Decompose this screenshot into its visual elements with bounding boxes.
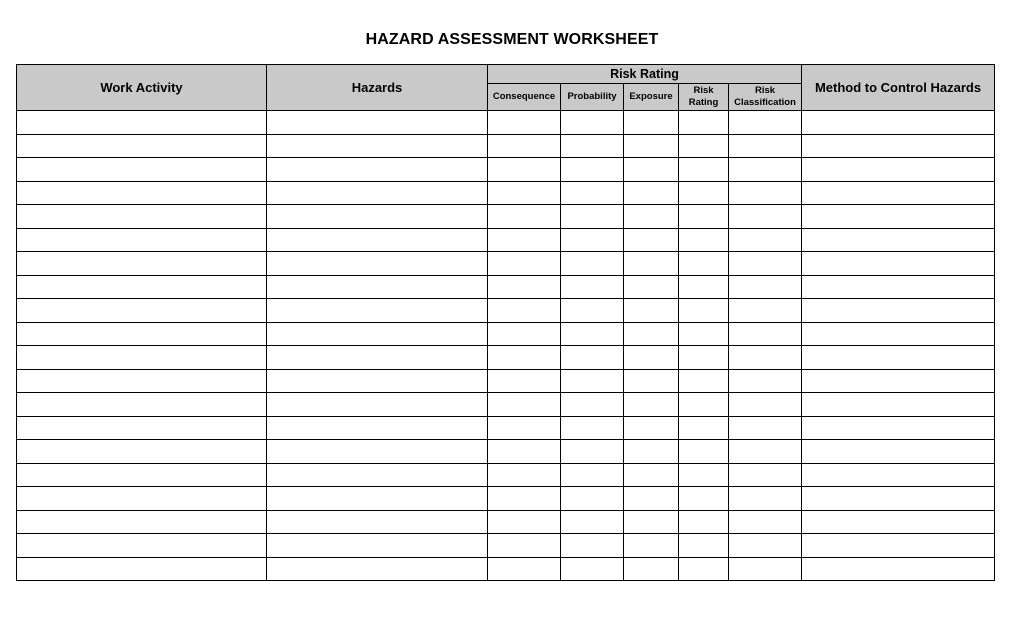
cell-consequence[interactable] [488, 416, 561, 440]
cell-consequence[interactable] [488, 463, 561, 487]
cell-probability[interactable] [561, 299, 624, 323]
cell-work-activity[interactable] [17, 134, 267, 158]
cell-consequence[interactable] [488, 181, 561, 205]
page-title: HAZARD ASSESSMENT WORKSHEET [365, 31, 659, 48]
cell-exposure[interactable] [624, 463, 679, 487]
cell-consequence[interactable] [488, 346, 561, 370]
cell-work-activity[interactable] [17, 228, 267, 252]
cell-consequence[interactable] [488, 134, 561, 158]
cell-hazards[interactable] [267, 346, 488, 370]
header-hazards: Hazards [267, 65, 488, 111]
cell-work-activity[interactable] [17, 181, 267, 205]
cell-work-activity[interactable] [17, 111, 267, 135]
cell-exposure[interactable] [624, 299, 679, 323]
cell-probability[interactable] [561, 440, 624, 464]
cell-method[interactable] [802, 322, 995, 346]
table-row [17, 252, 995, 276]
cell-exposure[interactable] [624, 369, 679, 393]
cell-risk-rating[interactable] [679, 393, 729, 417]
cell-probability[interactable] [561, 181, 624, 205]
cell-exposure[interactable] [624, 346, 679, 370]
table-row [17, 228, 995, 252]
cell-exposure[interactable] [624, 393, 679, 417]
cell-hazards[interactable] [267, 111, 488, 135]
cell-hazards[interactable] [267, 369, 488, 393]
cell-consequence[interactable] [488, 369, 561, 393]
cell-probability[interactable] [561, 534, 624, 558]
cell-exposure[interactable] [624, 134, 679, 158]
cell-work-activity[interactable] [17, 440, 267, 464]
cell-risk-rating[interactable] [679, 557, 729, 581]
header-probability: Probability [561, 84, 624, 111]
cell-risk-classification[interactable] [729, 440, 802, 464]
cell-risk-rating[interactable] [679, 487, 729, 511]
cell-exposure[interactable] [624, 275, 679, 299]
table-row [17, 463, 995, 487]
cell-risk-rating[interactable] [679, 181, 729, 205]
cell-risk-classification[interactable] [729, 299, 802, 323]
cell-consequence[interactable] [488, 228, 561, 252]
cell-probability[interactable] [561, 346, 624, 370]
cell-risk-classification[interactable] [729, 252, 802, 276]
cell-risk-rating[interactable] [679, 322, 729, 346]
table-row [17, 510, 995, 534]
cell-hazards[interactable] [267, 557, 488, 581]
header-risk-rating [679, 84, 729, 111]
cell-consequence[interactable] [488, 205, 561, 229]
table-row [17, 369, 995, 393]
cell-probability[interactable] [561, 205, 624, 229]
cell-probability[interactable] [561, 252, 624, 276]
cell-consequence[interactable] [488, 557, 561, 581]
cell-exposure[interactable] [624, 322, 679, 346]
table-row [17, 416, 995, 440]
cell-probability[interactable] [561, 228, 624, 252]
cell-risk-rating[interactable] [679, 369, 729, 393]
header-work-activity: Work Activity [17, 65, 267, 111]
table-row [17, 205, 995, 229]
cell-risk-rating[interactable] [679, 510, 729, 534]
cell-probability[interactable] [561, 322, 624, 346]
table-row [17, 393, 995, 417]
cell-risk-classification[interactable] [729, 181, 802, 205]
cell-probability[interactable] [561, 275, 624, 299]
cell-probability[interactable] [561, 487, 624, 511]
header-exposure: Exposure [624, 84, 679, 111]
cell-hazards[interactable] [267, 205, 488, 229]
cell-risk-classification[interactable] [729, 369, 802, 393]
cell-consequence[interactable] [488, 252, 561, 276]
cell-method[interactable] [802, 534, 995, 558]
cell-risk-rating[interactable] [679, 205, 729, 229]
cell-method[interactable] [802, 275, 995, 299]
header-risk-classification-line2: Classification [734, 97, 796, 108]
cell-method[interactable] [802, 440, 995, 464]
cell-hazards[interactable] [267, 463, 488, 487]
cell-consequence[interactable] [488, 299, 561, 323]
cell-method[interactable] [802, 463, 995, 487]
cell-risk-classification[interactable] [729, 393, 802, 417]
cell-risk-rating[interactable] [679, 299, 729, 323]
cell-hazards[interactable] [267, 322, 488, 346]
table-row [17, 487, 995, 511]
cell-risk-classification[interactable] [729, 322, 802, 346]
cell-probability[interactable] [561, 510, 624, 534]
table-row [17, 440, 995, 464]
cell-exposure[interactable] [624, 510, 679, 534]
cell-probability[interactable] [561, 111, 624, 135]
cell-exposure[interactable] [624, 534, 679, 558]
cell-consequence[interactable] [488, 510, 561, 534]
cell-risk-classification[interactable] [729, 416, 802, 440]
cell-exposure[interactable] [624, 416, 679, 440]
cell-risk-classification[interactable] [729, 228, 802, 252]
table-body [17, 111, 995, 581]
cell-risk-classification[interactable] [729, 111, 802, 135]
cell-consequence[interactable] [488, 487, 561, 511]
header-consequence: Consequence [488, 84, 561, 111]
cell-risk-rating[interactable] [679, 534, 729, 558]
cell-method[interactable] [802, 228, 995, 252]
cell-method[interactable] [802, 369, 995, 393]
cell-work-activity[interactable] [17, 322, 267, 346]
cell-exposure[interactable] [624, 205, 679, 229]
cell-risk-classification[interactable] [729, 463, 802, 487]
cell-probability[interactable] [561, 393, 624, 417]
cell-risk-rating[interactable] [679, 416, 729, 440]
cell-risk-rating[interactable] [679, 134, 729, 158]
table-row [17, 322, 995, 346]
cell-risk-rating[interactable] [679, 346, 729, 370]
cell-risk-classification[interactable] [729, 534, 802, 558]
cell-risk-classification[interactable] [729, 158, 802, 182]
cell-risk-rating[interactable] [679, 463, 729, 487]
header-risk-rating-line2: Rating [688, 97, 719, 108]
cell-risk-rating[interactable] [679, 158, 729, 182]
cell-risk-classification[interactable] [729, 510, 802, 534]
cell-hazards[interactable] [267, 534, 488, 558]
cell-exposure[interactable] [624, 181, 679, 205]
cell-hazards[interactable] [267, 158, 488, 182]
cell-consequence[interactable] [488, 275, 561, 299]
table-row [17, 158, 995, 182]
header-risk-classification-line1: Risk [754, 85, 776, 96]
cell-method[interactable] [802, 205, 995, 229]
cell-hazards[interactable] [267, 440, 488, 464]
cell-risk-classification[interactable] [729, 346, 802, 370]
cell-probability[interactable] [561, 557, 624, 581]
table-row [17, 181, 995, 205]
cell-method[interactable] [802, 299, 995, 323]
cell-hazards[interactable] [267, 228, 488, 252]
cell-work-activity[interactable] [17, 299, 267, 323]
cell-hazards[interactable] [267, 487, 488, 511]
cell-exposure[interactable] [624, 158, 679, 182]
cell-exposure[interactable] [624, 557, 679, 581]
cell-risk-rating[interactable] [679, 440, 729, 464]
cell-work-activity[interactable] [17, 346, 267, 370]
cell-work-activity[interactable] [17, 557, 267, 581]
cell-method[interactable] [802, 416, 995, 440]
cell-method[interactable] [802, 393, 995, 417]
cell-probability[interactable] [561, 158, 624, 182]
table-row [17, 275, 995, 299]
header-risk-rating-group: Risk Rating [488, 65, 802, 84]
table-row [17, 299, 995, 323]
cell-method[interactable] [802, 111, 995, 135]
cell-hazards[interactable] [267, 510, 488, 534]
cell-hazards[interactable] [267, 275, 488, 299]
cell-consequence[interactable] [488, 322, 561, 346]
cell-method[interactable] [802, 158, 995, 182]
table-row [17, 557, 995, 581]
cell-consequence[interactable] [488, 393, 561, 417]
cell-risk-rating[interactable] [679, 111, 729, 135]
cell-work-activity[interactable] [17, 510, 267, 534]
cell-work-activity[interactable] [17, 487, 267, 511]
cell-work-activity[interactable] [17, 205, 267, 229]
cell-method[interactable] [802, 557, 995, 581]
cell-work-activity[interactable] [17, 534, 267, 558]
table-row [17, 134, 995, 158]
cell-probability[interactable] [561, 463, 624, 487]
cell-hazards[interactable] [267, 393, 488, 417]
cell-work-activity[interactable] [17, 463, 267, 487]
cell-work-activity[interactable] [17, 416, 267, 440]
cell-hazards[interactable] [267, 134, 488, 158]
cell-method[interactable] [802, 346, 995, 370]
cell-risk-classification[interactable] [729, 205, 802, 229]
cell-consequence[interactable] [488, 111, 561, 135]
cell-work-activity[interactable] [17, 158, 267, 182]
hazard-assessment-table [16, 64, 995, 581]
cell-work-activity[interactable] [17, 393, 267, 417]
cell-risk-rating[interactable] [679, 275, 729, 299]
cell-hazards[interactable] [267, 252, 488, 276]
cell-exposure[interactable] [624, 252, 679, 276]
table-row [17, 111, 995, 135]
cell-risk-classification[interactable] [729, 275, 802, 299]
header-method-to-control-hazards: Method to Control Hazards [802, 65, 995, 111]
header-risk-rating-line1: Risk [693, 85, 714, 96]
cell-probability[interactable] [561, 134, 624, 158]
table-row [17, 534, 995, 558]
cell-risk-classification[interactable] [729, 134, 802, 158]
cell-risk-classification[interactable] [729, 487, 802, 511]
cell-method[interactable] [802, 134, 995, 158]
cell-method[interactable] [802, 487, 995, 511]
cell-risk-classification[interactable] [729, 557, 802, 581]
cell-hazards[interactable] [267, 416, 488, 440]
cell-exposure[interactable] [624, 228, 679, 252]
cell-method[interactable] [802, 252, 995, 276]
cell-exposure[interactable] [624, 440, 679, 464]
cell-method[interactable] [802, 510, 995, 534]
cell-hazards[interactable] [267, 181, 488, 205]
cell-method[interactable] [802, 181, 995, 205]
header-risk-classification [729, 84, 802, 111]
cell-consequence[interactable] [488, 158, 561, 182]
cell-consequence[interactable] [488, 534, 561, 558]
cell-work-activity[interactable] [17, 252, 267, 276]
cell-exposure[interactable] [624, 111, 679, 135]
cell-probability[interactable] [561, 369, 624, 393]
cell-exposure[interactable] [624, 487, 679, 511]
cell-probability[interactable] [561, 416, 624, 440]
cell-work-activity[interactable] [17, 275, 267, 299]
table-row [17, 346, 995, 370]
cell-consequence[interactable] [488, 440, 561, 464]
cell-risk-rating[interactable] [679, 228, 729, 252]
cell-risk-rating[interactable] [679, 252, 729, 276]
cell-work-activity[interactable] [17, 369, 267, 393]
cell-hazards[interactable] [267, 299, 488, 323]
